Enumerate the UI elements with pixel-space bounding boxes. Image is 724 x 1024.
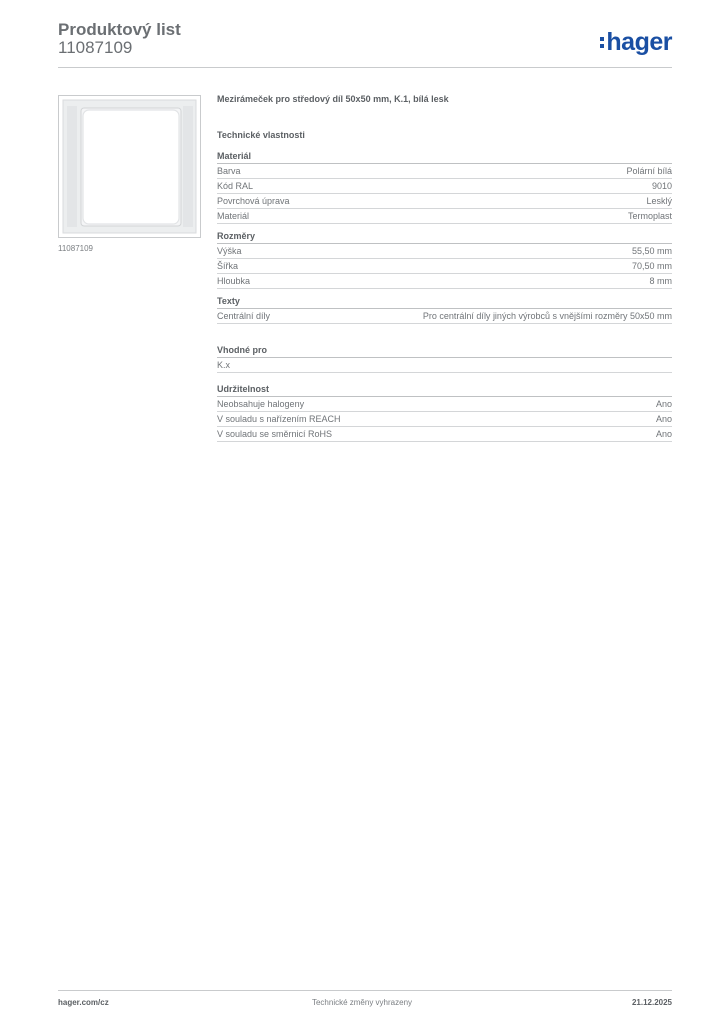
table-row [217, 309, 672, 324]
table-row [217, 358, 672, 373]
footer-disclaimer: Technické změny vyhrazeny [311, 998, 413, 1007]
section-dimensions [217, 230, 672, 289]
product-details [217, 94, 672, 448]
table-row [217, 274, 672, 289]
logo-dots-icon [600, 37, 604, 48]
row-label: Šířka [217, 261, 239, 271]
table-row [217, 209, 672, 224]
row-value: Lesklý [646, 196, 672, 206]
row-value: 8 mm [649, 276, 672, 286]
row-value: Termoplast [627, 211, 672, 221]
row-value: Pro centrální díly jiných výrobců s vnějšími rozměry 50x50 mm [422, 311, 672, 321]
technical-properties-heading: Technické vlastnosti [217, 130, 305, 140]
table-row [217, 259, 672, 274]
row-value: Ano [655, 414, 672, 424]
section-title: Materiál [217, 150, 672, 164]
product-name: Mezirámeček pro středový díl 50x50 mm, K.1, bílá lesk [217, 94, 449, 104]
row-value: 55,50 mm [631, 246, 672, 256]
row-label: V souladu s nařízením REACH [217, 414, 341, 424]
hager-logo [600, 28, 672, 56]
table-row [217, 179, 672, 194]
section-texts [217, 295, 672, 324]
image-caption: 11087109 [58, 244, 93, 253]
row-label: Hloubka [217, 276, 251, 286]
row-label: Kód RAL [217, 181, 254, 191]
frame-picture-icon [59, 96, 200, 237]
row-value: Ano [655, 399, 672, 409]
header-divider [58, 67, 672, 68]
document-title: Produktový list [58, 20, 181, 39]
row-label: Výška [217, 246, 242, 256]
row-label: V souladu se směrnicí RoHS [217, 429, 333, 439]
footer-website-link[interactable]: hager.com/cz [58, 998, 109, 1007]
section-title: Rozměry [217, 230, 672, 244]
section-sustainability [217, 383, 672, 442]
section-title: Texty [217, 295, 672, 309]
row-value: Polární bílá [626, 166, 672, 176]
section-suitable-for [217, 344, 672, 373]
row-value: Ano [655, 429, 672, 439]
row-value: 70,50 mm [631, 261, 672, 271]
section-title: Vhodné pro [217, 344, 672, 358]
table-row [217, 164, 672, 179]
table-row [217, 194, 672, 209]
section-title: Udržitelnost [217, 383, 672, 397]
table-row [217, 427, 672, 442]
row-label: Barva [217, 166, 241, 176]
section-material [217, 150, 672, 224]
row-value: 9010 [651, 181, 672, 191]
table-row [217, 244, 672, 259]
row-label: Neobsahuje halogeny [217, 399, 305, 409]
product-number: 11087109 [58, 38, 133, 57]
row-label: Materiál [217, 211, 250, 221]
logo-text: hager [606, 28, 672, 56]
row-label: K.x [217, 360, 231, 370]
row-label: Centrální díly [217, 311, 271, 321]
row-label: Povrchová úprava [217, 196, 290, 206]
table-row [217, 412, 672, 427]
footer-date: 21.12.2025 [631, 998, 672, 1007]
product-image [58, 95, 201, 238]
footer-divider [58, 990, 672, 991]
table-row [217, 397, 672, 412]
